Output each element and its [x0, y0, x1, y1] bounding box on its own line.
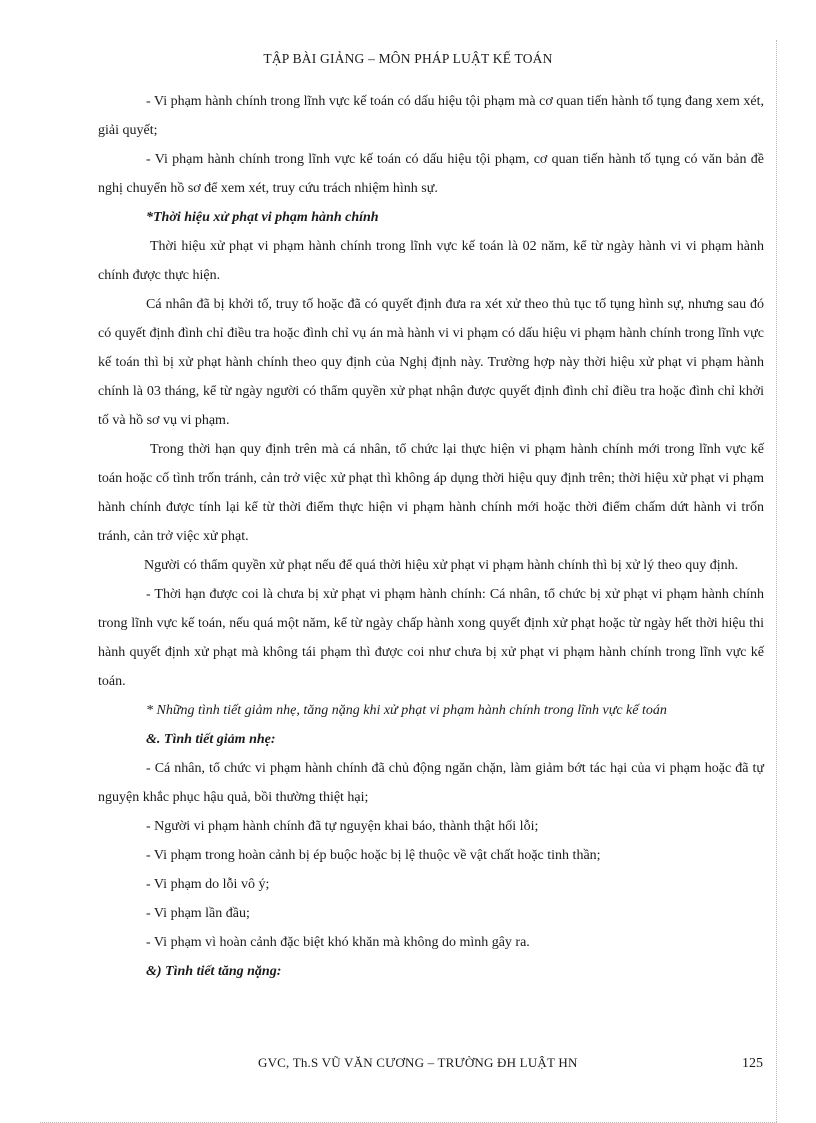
footer-author: GVC, Th.S VŨ VĂN CƯƠNG – TRƯỜNG ĐH LUẬT HN: [258, 1055, 578, 1070]
paragraph: - Vi phạm hành chính trong lĩnh vực kế toán có dấu hiệu tội phạm mà cơ quan tiến hành tố tụng đang xem xét, giải quyết;: [98, 94, 764, 138]
paragraph: - Cá nhân, tổ chức vi phạm hành chính đã chủ động ngăn chặn, làm giảm bớt tác hại của vi phạm hoặc đã tự nguyện khắc phục hậu quả, bồi thường thiệt hại;: [98, 761, 764, 805]
section-heading: &) Tình tiết tăng nặng:: [146, 964, 282, 979]
section-heading: *Thời hiệu xử phạt vi phạm hành chính: [146, 210, 379, 225]
paragraph: - Vi phạm lần đầu;: [146, 906, 250, 921]
paragraph: Người có thẩm quyền xử phạt nếu để quá thời hiệu xử phạt vi phạm hành chính thì bị xử lý theo quy định.: [144, 558, 739, 573]
paragraph: Thời hiệu xử phạt vi phạm hành chính trong lĩnh vực kế toán là 02 năm, kể từ ngày hành vi vi phạm hành chính được thực hiện.: [98, 239, 764, 283]
paragraph: Cá nhân đã bị khởi tố, truy tố hoặc đã có quyết định đưa ra xét xử theo thủ tục tố tụng hình sự, nhưng sau đó có quyết định đình chỉ điều tra hoặc đình chỉ vụ án mà hành vi vi phạm có dấu hiệu vi phạm hành chính trong lĩnh vực kế toán thì bị xử phạt hành chính theo quy định của Nghị định này. Trường hợp này thời hiệu xử phạt vi phạm hành chính là 03 tháng, kể từ ngày người có thẩm quyền xử phạt nhận được quyết định đình chỉ điều tra hoặc đình chỉ khởi tố và hồ sơ vụ vi phạm.: [98, 297, 764, 428]
paragraph: Trong thời hạn quy định trên mà cá nhân, tổ chức lại thực hiện vi phạm hành chính mới trong lĩnh vực kế toán hoặc cố tình trốn tránh, cản trở việc xử phạt thì không áp dụng thời hiệu quy định trên; thời hiệu xử phạt vi phạm hành chính được tính lại kể từ thời điểm thực hiện vi phạm hành chính mới hoặc thời điểm chấm dứt hành vi trốn tránh, cản trở việc xử phạt.: [98, 442, 764, 544]
page-header: TẬP BÀI GIẢNG – MÔN PHÁP LUẬT KẾ TOÁN: [263, 51, 553, 66]
italic-subheading: * Những tình tiết giảm nhẹ, tăng nặng khi xử phạt vi phạm hành chính trong lĩnh vực kế toán: [146, 703, 667, 718]
paragraph: - Người vi phạm hành chính đã tự nguyện khai báo, thành thật hối lỗi;: [146, 819, 539, 834]
paragraph: - Vi phạm trong hoàn cảnh bị ép buộc hoặc bị lệ thuộc về vật chất hoặc tinh thần;: [146, 848, 601, 863]
paragraph: - Vi phạm vì hoàn cảnh đặc biệt khó khăn mà không do mình gây ra.: [146, 935, 530, 950]
paragraph: - Vi phạm hành chính trong lĩnh vực kế toán có dấu hiệu tội phạm, cơ quan tiến hành tố tụng có văn bản đề nghị chuyển hồ sơ để xem xét, truy cứu trách nhiệm hình sự.: [98, 152, 764, 196]
paragraph: - Thời hạn được coi là chưa bị xử phạt vi phạm hành chính: Cá nhân, tổ chức bị xử phạt vi phạm hành chính trong lĩnh vực kế toán, nếu quá một năm, kể từ ngày chấp hành xong quyết định xử phạt hoặc từ ngày hết thời hiệu thi hành quyết định xử phạt mà không tái phạm thì được coi như chưa bị xử phạt vi phạm hành chính trong lĩnh vực kế toán.: [98, 587, 764, 689]
paragraph: - Vi phạm do lỗi vô ý;: [146, 877, 270, 892]
section-heading: &. Tình tiết giảm nhẹ:: [146, 732, 276, 747]
page-border-right: [776, 40, 777, 1122]
page-number: 125: [742, 1056, 763, 1071]
document-body: [98, 87, 764, 986]
